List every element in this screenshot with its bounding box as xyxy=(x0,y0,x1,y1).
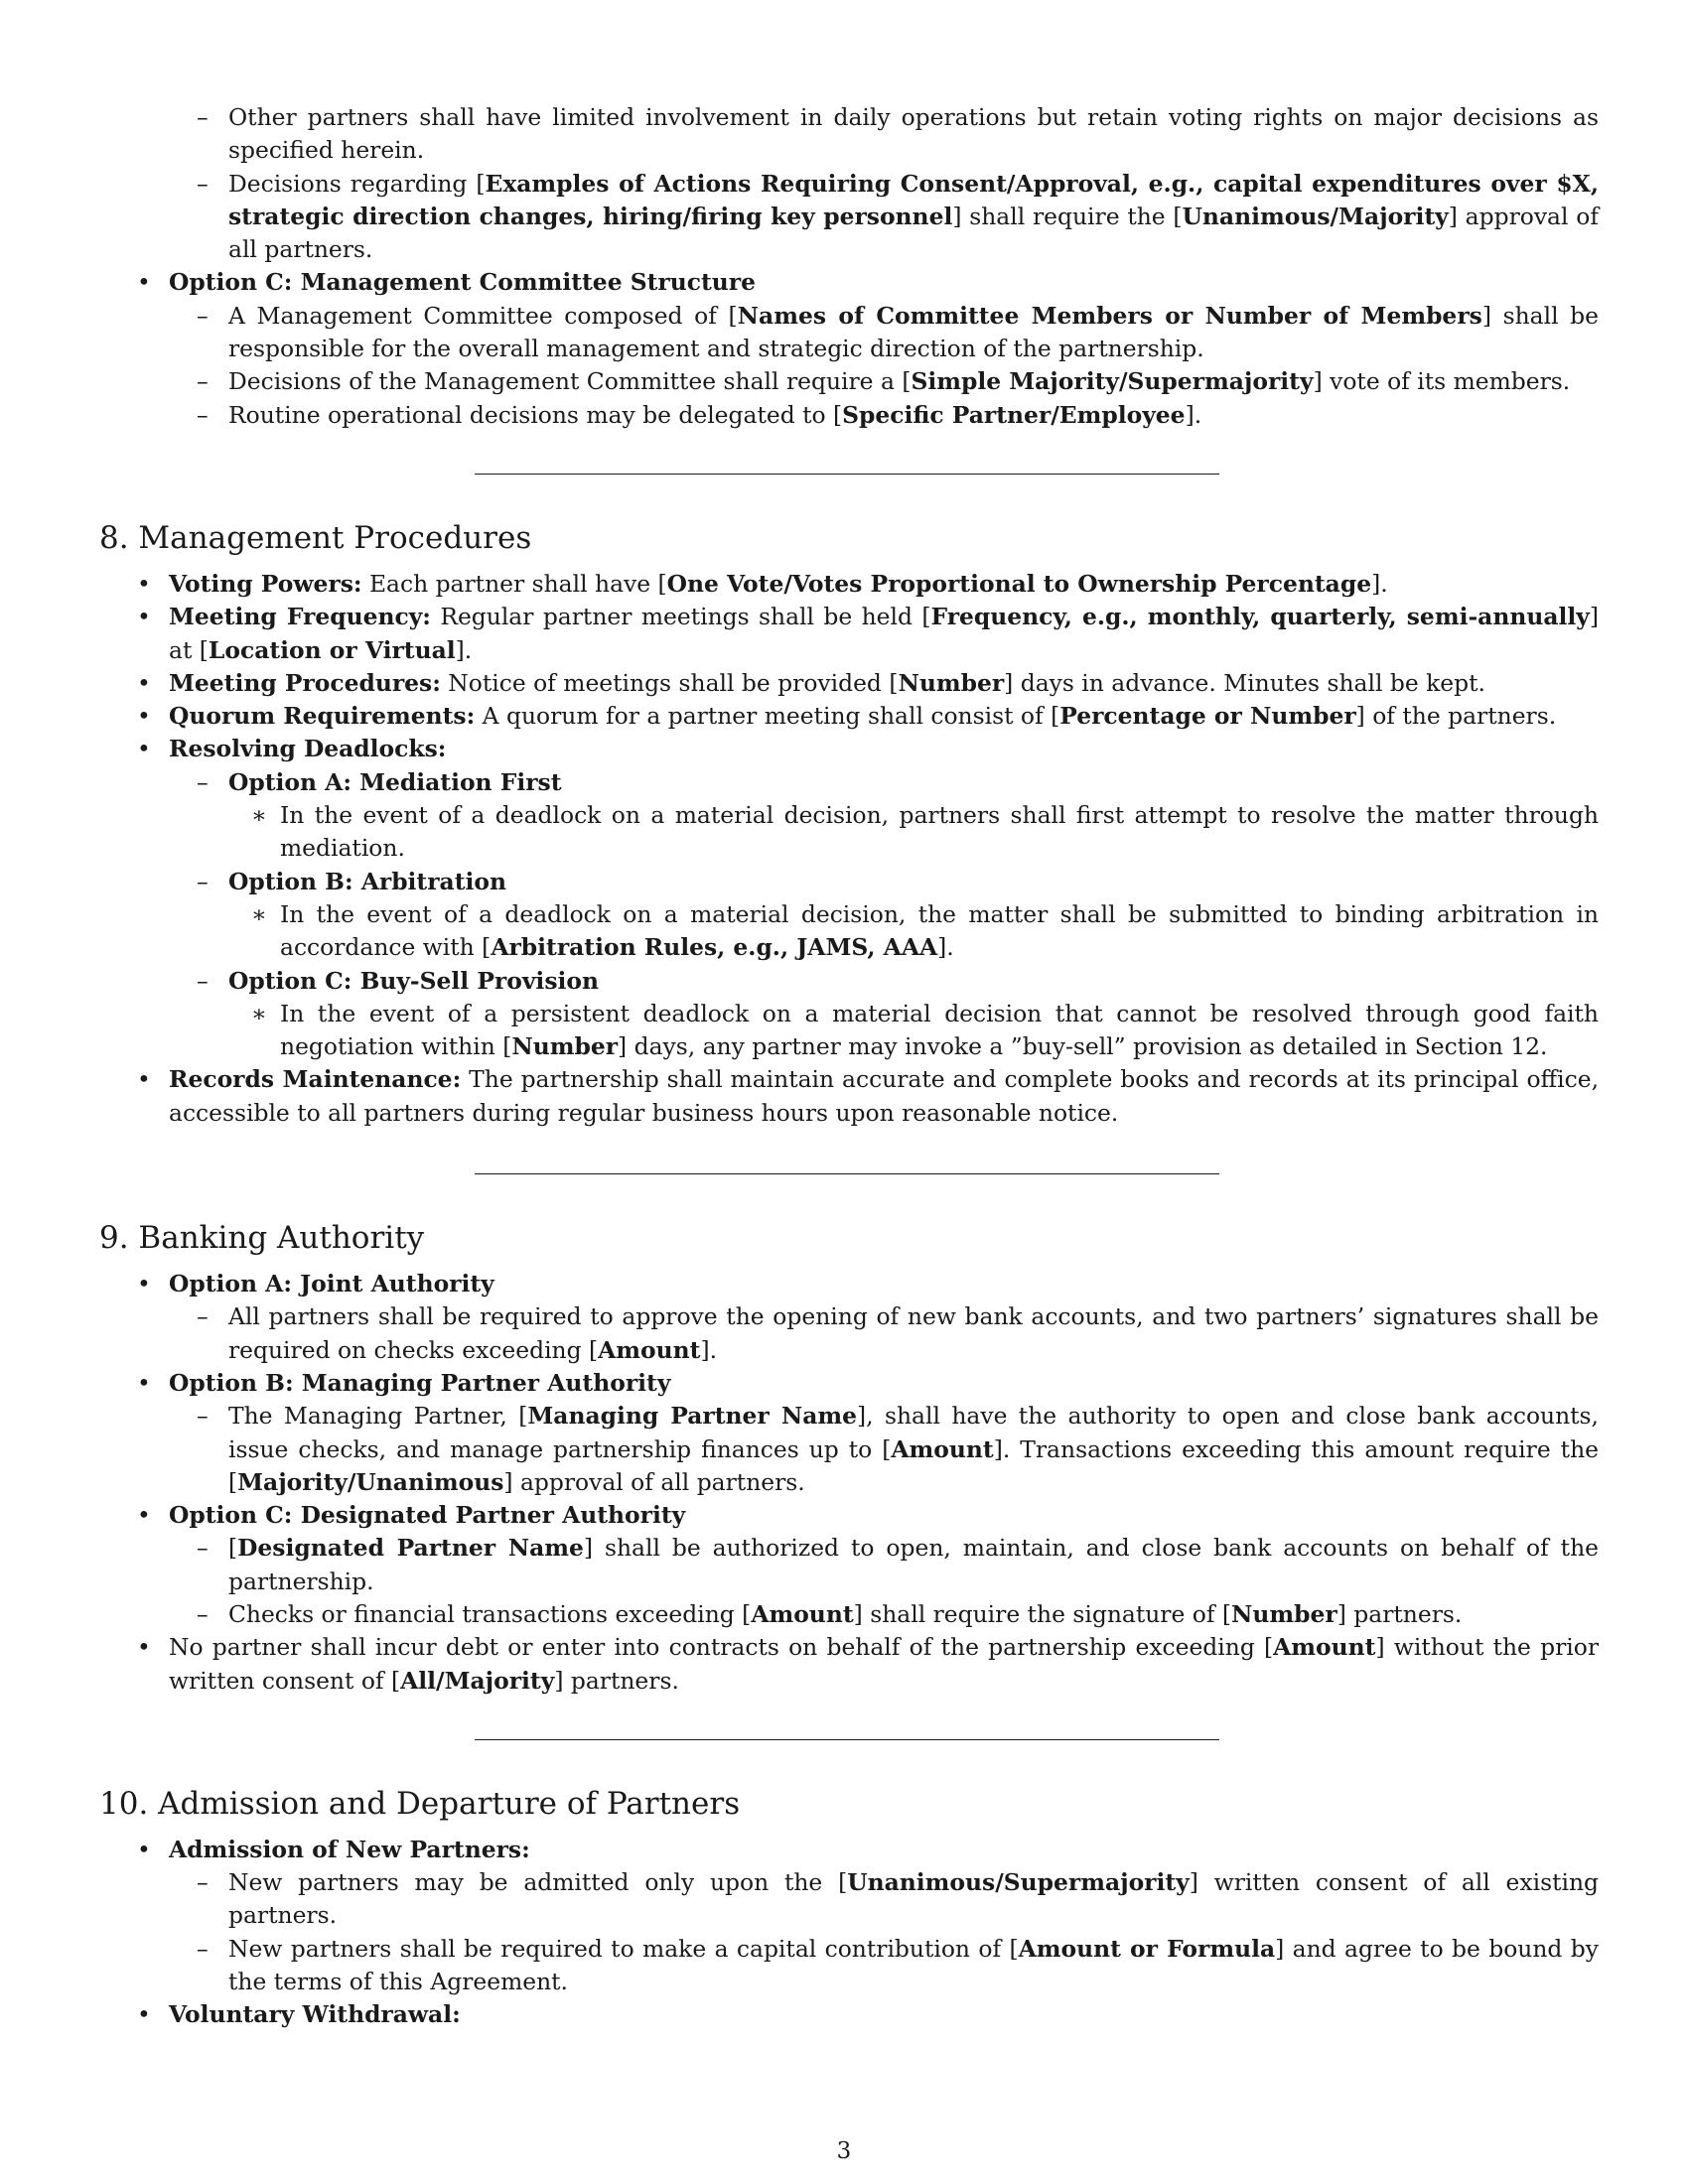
text: The partnership shall maintain accurate and complete books and records at its principal office, accessible to all partners during regular business hours upon reasonable notice. xyxy=(169,1065,1600,1127)
list-item xyxy=(99,300,1599,366)
placeholder: Simple Majority/Supermajority xyxy=(911,367,1314,396)
list-item xyxy=(99,898,1599,965)
dash-bullet: – xyxy=(197,103,209,131)
text: ] without the prior written consent of [ xyxy=(169,1633,1599,1695)
option-heading: Option B: Managing Partner Authority xyxy=(169,1368,671,1397)
bullet: • xyxy=(137,1368,151,1397)
text: Notice of meetings shall be provided [ xyxy=(440,668,899,697)
placeholder: Unanimous/Supermajority xyxy=(847,1868,1190,1897)
list-item xyxy=(99,733,1599,765)
text: ] shall be responsible for the overall management and strategic direction of the partnership. xyxy=(228,301,1599,363)
dash-bullet: – xyxy=(197,1868,209,1897)
list-item xyxy=(99,1834,1599,1866)
placeholder: Location or Virtual xyxy=(208,635,456,664)
text: A quorum for a partner meeting shall consist of [ xyxy=(475,702,1060,731)
item-label: Meeting Frequency: xyxy=(169,603,431,631)
dash-bullet: – xyxy=(197,1934,209,1963)
list-item xyxy=(99,1598,1599,1631)
text: Checks or financial transactions exceeding [ xyxy=(228,1599,752,1628)
placeholder: Amount xyxy=(891,1434,994,1463)
text: In the event of a persistent deadlock on a material decision that cannot be resolved through good faith negotiation within [ xyxy=(280,999,1599,1061)
list-item xyxy=(99,1998,1599,2031)
text: Regular partner meetings shall be held [ xyxy=(430,603,931,631)
placeholder: Number xyxy=(511,1032,619,1061)
text: In the event of a deadlock on a material decision, partners shall first attempt to resolve the matter through mediation. xyxy=(280,801,1599,863)
placeholder: Amount xyxy=(598,1335,701,1364)
text: ], shall have the authority to open and close bank accounts, issue checks, and manage partnership finances up to [ xyxy=(228,1402,1599,1463)
list-item-text: Other partners shall have limited involvement in daily operations but retain voting rights on major decisions as specified herein. xyxy=(228,103,1599,165)
text: ]. xyxy=(937,933,954,962)
placeholder: Amount xyxy=(1273,1633,1376,1662)
bullet: • xyxy=(137,1835,151,1863)
bullet: • xyxy=(137,1501,151,1530)
item-label: Voting Powers: xyxy=(169,569,362,598)
bullet: • xyxy=(137,569,151,598)
option-heading: Option A: Joint Authority xyxy=(169,1270,494,1298)
text: ] at [ xyxy=(169,603,1599,664)
item-label: Admission of New Partners: xyxy=(169,1835,530,1863)
asterisk-bullet: ∗ xyxy=(251,899,267,928)
list-item xyxy=(99,766,1599,799)
item-label: Voluntary Withdrawal: xyxy=(169,2000,461,2029)
text: The Managing Partner, [ xyxy=(228,1402,528,1431)
placeholder: Amount xyxy=(751,1599,854,1628)
text: ] written consent of all existing partners. xyxy=(228,1868,1599,1930)
list-item xyxy=(99,1933,1599,1999)
text: ]. Transactions exceeding this amount require the [ xyxy=(228,1434,1599,1496)
text: [ xyxy=(228,1534,238,1563)
list-item xyxy=(99,799,1599,866)
section-heading-9: 9. Banking Authority xyxy=(99,1220,425,1257)
placeholder: Arbitration Rules, e.g., JAMS, AAA xyxy=(491,933,938,962)
list-item xyxy=(99,601,1599,667)
dash-bullet: – xyxy=(197,301,209,330)
dash-bullet: – xyxy=(197,1599,209,1628)
bullet: • xyxy=(137,1065,151,1094)
list-item xyxy=(99,1499,1599,1532)
list-item xyxy=(99,1532,1599,1598)
placeholder: Unanimous/Majority xyxy=(1182,202,1449,230)
bullet: • xyxy=(137,268,151,297)
text: ] shall be authorized to open, maintain, and close bank accounts on behalf of the partnership. xyxy=(228,1534,1599,1595)
placeholder: Names of Committee Members or Number of Members xyxy=(737,301,1482,330)
list-item xyxy=(99,1866,1599,1933)
list-item xyxy=(99,1300,1599,1367)
placeholder: Frequency, e.g., monthly, quarterly, semi-annually xyxy=(930,603,1590,631)
placeholder: Examples of Actions Requiring Consent/Approval, e.g., capital expenditures over $X, strategic direction changes, hiring/firing key personnel xyxy=(228,169,1599,230)
dash-bullet: – xyxy=(197,1302,209,1331)
text: ]. xyxy=(1371,569,1388,598)
placeholder: Number xyxy=(1231,1599,1337,1628)
placeholder: Percentage or Number xyxy=(1059,702,1356,731)
placeholder: Number xyxy=(898,668,1005,697)
option-heading: Option B: Arbitration xyxy=(228,867,507,895)
option-heading: Option A: Mediation First xyxy=(228,767,562,796)
bullet: • xyxy=(137,702,151,731)
text: ] partners. xyxy=(554,1666,679,1695)
text: ]. xyxy=(1185,400,1202,429)
item-label: Quorum Requirements: xyxy=(169,702,476,731)
list-item xyxy=(99,667,1599,700)
list-item xyxy=(99,1268,1599,1300)
option-heading: Option C: Designated Partner Authority xyxy=(169,1501,686,1530)
document-content xyxy=(99,101,1599,2032)
list-item xyxy=(99,168,1599,267)
bullet: • xyxy=(137,668,151,697)
text: ] days, any partner may invoke a ”buy-sell” provision as detailed in Section 12. xyxy=(618,1032,1548,1061)
text: In the event of a deadlock on a material decision, the matter shall be submitted to binding arbitration in accordance with [ xyxy=(280,899,1599,962)
text: ] approval of all partners. xyxy=(228,202,1599,264)
section-heading-10: 10. Admission and Departure of Partners xyxy=(99,1785,741,1822)
list-item xyxy=(99,365,1599,398)
list-item xyxy=(99,1400,1599,1499)
list-item xyxy=(99,1631,1599,1698)
text: ]. xyxy=(700,1335,718,1364)
dash-bullet: – xyxy=(197,400,209,429)
dash-bullet: – xyxy=(197,767,209,796)
list-item xyxy=(99,1063,1599,1130)
placeholder: Amount or Formula xyxy=(1018,1934,1276,1963)
text: A Management Committee composed of [ xyxy=(228,301,738,330)
section-divider xyxy=(475,474,1219,475)
text: ] shall require the signature of [ xyxy=(853,1599,1232,1628)
text: Routine operational decisions may be delegated to [ xyxy=(228,400,843,429)
text: Each partner shall have [ xyxy=(361,569,667,598)
text: ] approval of all partners. xyxy=(503,1467,805,1496)
option-heading: Option C: Buy-Sell Provision xyxy=(228,966,599,995)
text: Decisions of the Management Committee shall require a [ xyxy=(228,367,912,396)
list-item xyxy=(99,568,1599,601)
bullet: • xyxy=(137,2000,151,2029)
list-item xyxy=(99,965,1599,998)
text: ] vote of its members. xyxy=(1313,367,1571,396)
text: ] of the partners. xyxy=(1355,702,1557,731)
list-item xyxy=(99,998,1599,1064)
list-item xyxy=(99,866,1599,898)
item-label: Records Maintenance: xyxy=(169,1065,462,1094)
option-heading: Option C: Management Committee Structure xyxy=(169,268,757,297)
placeholder: Managing Partner Name xyxy=(527,1402,858,1431)
text: ] shall require the [ xyxy=(952,202,1183,230)
placeholder: Designated Partner Name xyxy=(237,1534,584,1563)
asterisk-bullet: ∗ xyxy=(251,801,267,830)
text: All partners shall be required to approve the opening of new bank accounts, and two partners’ signatures shall be required on checks exceeding [ xyxy=(228,1302,1599,1364)
text: ] days in advance. Minutes shall be kept. xyxy=(1004,668,1485,697)
dash-bullet: – xyxy=(197,966,209,995)
list-item xyxy=(99,399,1599,432)
page-number: 3 xyxy=(836,2138,852,2164)
bullet: • xyxy=(137,1633,151,1662)
bullet: • xyxy=(137,603,151,631)
placeholder: Majority/Unanimous xyxy=(237,1467,504,1496)
placeholder: One Vote/Votes Proportional to Ownership Percentage xyxy=(666,569,1372,598)
section-heading-8: 8. Management Procedures xyxy=(99,519,532,556)
text: ] and agree to be bound by the terms of this Agreement. xyxy=(228,1934,1599,1996)
placeholder: All/Majority xyxy=(400,1666,555,1695)
list-item xyxy=(99,266,1599,299)
asterisk-bullet: ∗ xyxy=(251,999,267,1027)
text: New partners shall be required to make a capital contribution of [ xyxy=(228,1934,1019,1963)
placeholder: Specific Partner/Employee xyxy=(842,400,1186,429)
list-item xyxy=(99,1367,1599,1400)
text: ]. xyxy=(455,635,473,664)
text: New partners may be admitted only upon the [ xyxy=(228,1868,848,1897)
dash-bullet: – xyxy=(197,1534,209,1563)
section-divider xyxy=(475,1739,1219,1740)
text: ] partners. xyxy=(1336,1599,1463,1628)
dash-bullet: – xyxy=(197,1402,209,1431)
item-label: Resolving Deadlocks: xyxy=(169,735,447,763)
section-divider xyxy=(475,1173,1219,1174)
dash-bullet: – xyxy=(197,367,209,396)
bullet: • xyxy=(137,1270,151,1298)
list-item xyxy=(99,700,1599,733)
dash-bullet: – xyxy=(197,867,209,895)
text: No partner shall incur debt or enter into contracts on behalf of the partnership exceeding [ xyxy=(169,1633,1274,1662)
dash-bullet: – xyxy=(197,169,209,198)
item-label: Meeting Procedures: xyxy=(169,668,441,697)
text: Decisions regarding [ xyxy=(228,169,486,198)
list-item xyxy=(99,101,1599,168)
bullet: • xyxy=(137,735,151,763)
